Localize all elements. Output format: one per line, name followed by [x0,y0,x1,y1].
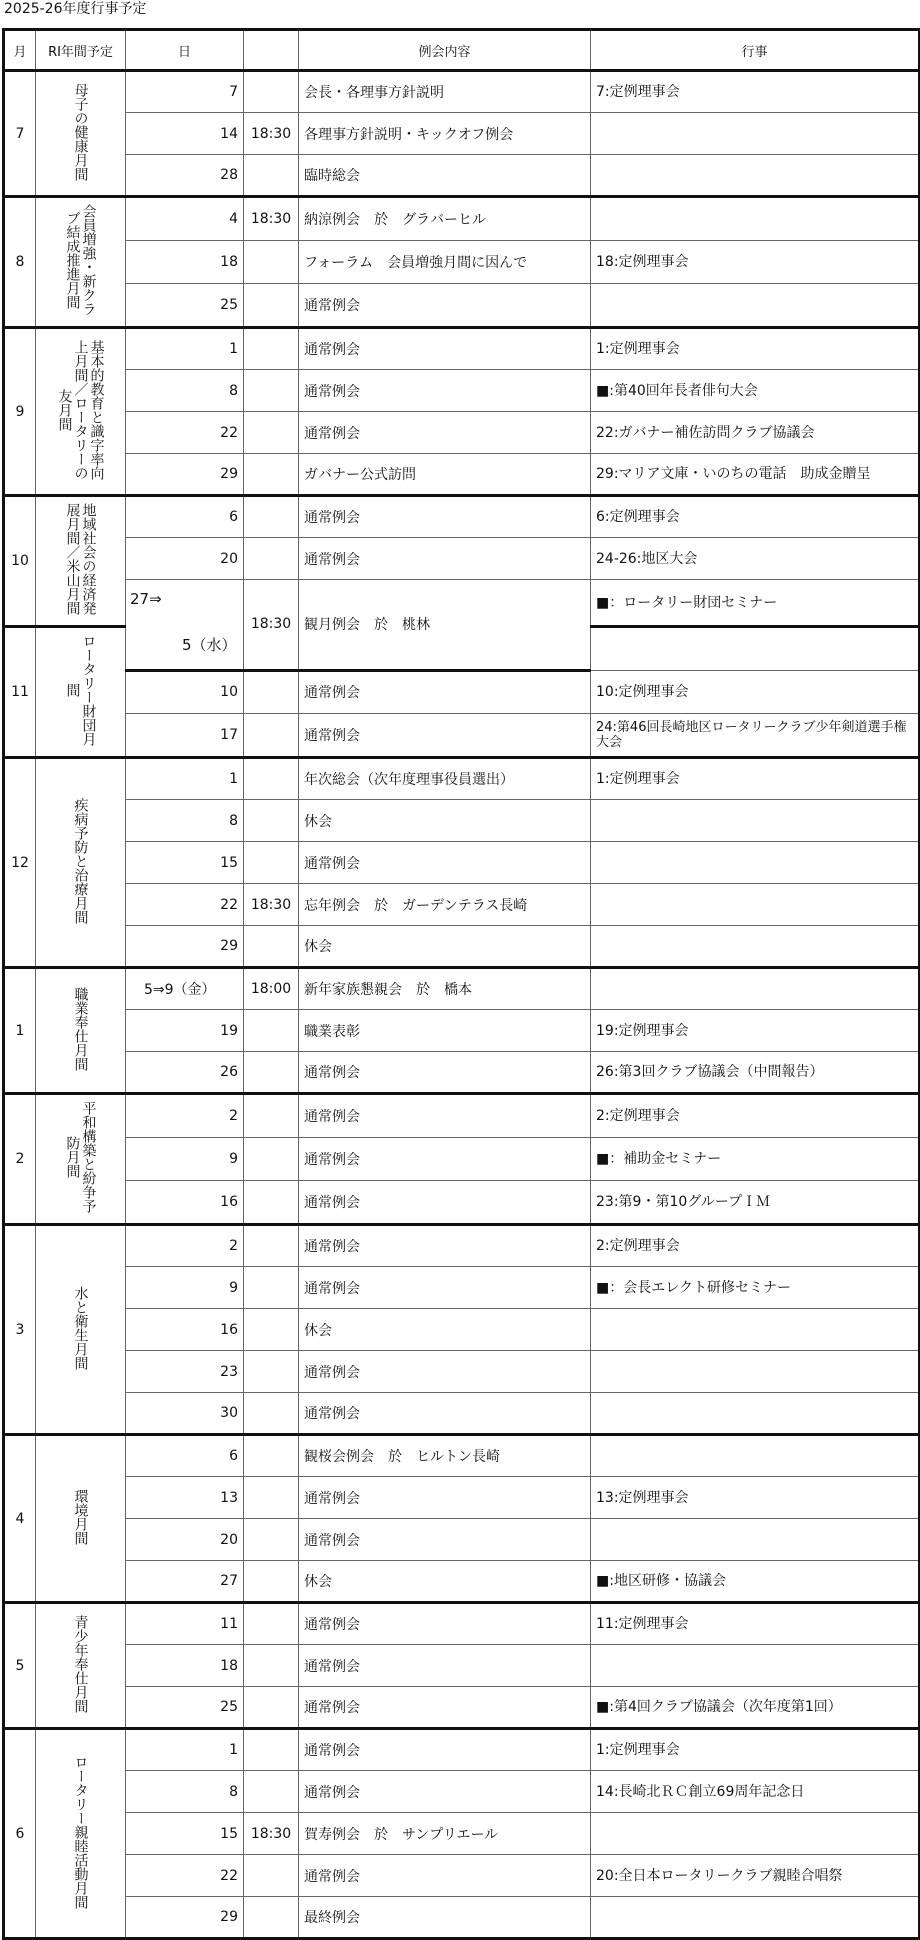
time-cell [244,1645,299,1687]
event-cell [591,1813,920,1855]
theme-cell [36,328,126,496]
event-cell: 18:定例理事会 [591,240,920,284]
meeting-cell: 通常例会 [299,1477,591,1519]
table-row [4,284,920,328]
theme-text: 母子の健康月間 [72,82,89,181]
event-cell: 1:定例理事会 [591,1729,920,1771]
month-cell: 1 [4,968,36,1094]
month-cell: 7 [4,71,36,197]
theme-text: 会員増強・新クラブ結成推進月間 [64,204,97,316]
meeting-cell: 臨時総会 [299,155,591,197]
meeting-cell: 最終例会 [299,1897,591,1939]
event-cell: 10:定例理事会 [591,670,920,714]
event-cell [591,1645,920,1687]
event-cell [591,968,920,1010]
table-row [4,538,920,580]
day-cell: 9 [126,1137,244,1181]
day-cell: 6 [126,1435,244,1477]
month-cell: 11 [4,627,36,758]
table-row [4,1393,920,1435]
table-row [4,1645,920,1687]
day-cell: 8 [126,1771,244,1813]
meeting-cell: 休会 [299,1561,591,1603]
meeting-cell: 観桜会例会 於 ヒルトン長崎 [299,1435,591,1477]
table-row [4,670,920,714]
day-cell: 11 [126,1603,244,1645]
time-cell [244,1435,299,1477]
table-row [4,240,920,284]
meeting-cell: 通常例会 [299,1519,591,1561]
event-cell: ■:地区研修・協議会 [591,1561,920,1603]
time-cell [244,1094,299,1138]
theme-cell [36,627,126,758]
theme-cell [36,1435,126,1603]
time-cell [244,412,299,454]
time-cell [244,1225,299,1267]
header-month: 月 [4,30,36,71]
meeting-cell: 通常例会 [299,1393,591,1435]
meeting-cell: 通常例会 [299,1603,591,1645]
day-cell: 18 [126,1645,244,1687]
meeting-cell: 休会 [299,1309,591,1351]
meeting-cell: 通常例会 [299,284,591,328]
theme-text: ロータリー親睦活動月間 [72,1754,89,1909]
meeting-cell: 休会 [299,926,591,968]
table-row [4,1094,920,1138]
time-cell [244,1855,299,1897]
day-cell: 1 [126,328,244,370]
theme-cell [36,71,126,197]
meeting-cell: フォーラム 会員増強月間に因んで [299,240,591,284]
table-row [4,496,920,538]
event-cell: 24-26:地区大会 [591,538,920,580]
header-row [4,30,920,71]
day-cell: 25 [126,1687,244,1729]
time-cell [244,1729,299,1771]
table-row [4,1267,920,1309]
table-row [4,1771,920,1813]
table-row [4,1519,920,1561]
event-cell: 11:定例理事会 [591,1603,920,1645]
day-cell: 22 [126,1855,244,1897]
event-cell: ■：補助金セミナー [591,1137,920,1181]
time-cell [244,284,299,328]
time-cell [244,71,299,113]
event-cell: 1:定例理事会 [591,758,920,800]
event-cell: ■：ロータリー財団セミナー [591,580,920,627]
table-row [4,580,920,627]
table-row [4,884,920,926]
event-cell [591,800,920,842]
day-cell: 27 [126,1561,244,1603]
time-cell [244,1687,299,1729]
day-cell: 17 [126,714,244,758]
meeting-cell: 通常例会 [299,412,591,454]
day-cell: 15 [126,1813,244,1855]
time-cell [244,1519,299,1561]
time-cell [244,1309,299,1351]
event-cell [591,1519,920,1561]
table-row [4,1225,920,1267]
day-cell: 4 [126,197,244,241]
event-cell: 1:定例理事会 [591,328,920,370]
day-cell: 25 [126,284,244,328]
meeting-cell: 通常例会 [299,1729,591,1771]
time-cell: 18:30 [244,113,299,155]
event-cell: ■:第40回年長者俳句大会 [591,370,920,412]
day-cell: 10 [126,670,244,714]
table-row [4,1855,920,1897]
time-cell [244,758,299,800]
header-ri: RI年間予定 [36,30,126,71]
meeting-cell: 通常例会 [299,1771,591,1813]
table-row [4,197,920,241]
meeting-cell: 通常例会 [299,1645,591,1687]
event-cell: 22:ガバナー補佐訪問クラブ協議会 [591,412,920,454]
theme-text: 青少年奉仕月間 [72,1614,89,1713]
event-cell [591,155,920,197]
theme-cell [36,197,126,328]
table-row [4,370,920,412]
meeting-cell: 休会 [299,800,591,842]
day-cell: 19 [126,1010,244,1052]
theme-cell [36,1225,126,1435]
theme-text: 地域社会の経済発展月間／米山月間 [64,503,97,615]
range-end: 5（水） [182,636,237,654]
event-cell [591,627,920,671]
table-row [4,71,920,113]
time-cell [244,538,299,580]
table-row [4,1010,920,1052]
event-cell: 23:第9・第10グループＩＭ [591,1181,920,1225]
meeting-cell: 各理事方針説明・キックオフ例会 [299,113,591,155]
time-cell [244,1010,299,1052]
day-cell: 20 [126,1519,244,1561]
day-cell: 28 [126,155,244,197]
event-cell: 24:第46回長崎地区ロータリークラブ少年剣道選手権大会 [591,714,920,758]
event-cell [591,1309,920,1351]
event-cell: 26:第3回クラブ協議会（中間報告） [591,1052,920,1094]
event-cell: 19:定例理事会 [591,1010,920,1052]
header-event: 行事 [591,30,920,71]
meeting-cell: 通常例会 [299,370,591,412]
time-cell [244,240,299,284]
table-row [4,1181,920,1225]
meeting-cell: 通常例会 [299,1137,591,1181]
table-row [4,1897,920,1939]
day-cell: 6 [126,496,244,538]
time-cell: 18:00 [244,968,299,1010]
meeting-cell: 通常例会 [299,1267,591,1309]
time-cell [244,800,299,842]
event-cell [591,842,920,884]
event-cell [591,113,920,155]
event-cell: 7:定例理事会 [591,71,920,113]
event-cell: 2:定例理事会 [591,1225,920,1267]
event-cell [591,197,920,241]
meeting-cell: 通常例会 [299,1351,591,1393]
day-cell: 5⇒9（金） [126,968,244,1010]
theme-cell [36,1094,126,1225]
event-cell [591,884,920,926]
table-row [4,968,920,1010]
day-range-cell [126,580,244,671]
time-cell [244,1351,299,1393]
event-cell [591,926,920,968]
event-cell [591,1351,920,1393]
table-row [4,926,920,968]
day-cell: 22 [126,884,244,926]
theme-cell [36,1729,126,1939]
day-cell: 15 [126,842,244,884]
header-day: 日 [126,30,244,71]
time-cell [244,328,299,370]
time-cell [244,1181,299,1225]
table-row [4,842,920,884]
day-cell: 2 [126,1094,244,1138]
meeting-cell: 通常例会 [299,1225,591,1267]
theme-text: 水と衛生月間 [72,1285,89,1370]
table-row [4,113,920,155]
event-cell: 20:全日本ロータリークラブ親睦合唱祭 [591,1855,920,1897]
day-cell: 13 [126,1477,244,1519]
day-cell: 29 [126,454,244,496]
month-cell: 2 [4,1094,36,1225]
table-row [4,1813,920,1855]
day-cell: 23 [126,1351,244,1393]
meeting-cell: 忘年例会 於 ガーデンテラス長崎 [299,884,591,926]
event-cell: 13:定例理事会 [591,1477,920,1519]
meeting-cell: 通常例会 [299,496,591,538]
time-cell [244,670,299,714]
header-time [244,30,299,71]
time-cell [244,155,299,197]
table-row [4,1351,920,1393]
event-cell: 14:長崎北ＲＣ創立69周年記念日 [591,1771,920,1813]
time-cell [244,1267,299,1309]
range-start: 27⇒ [130,590,162,608]
meeting-cell: 納涼例会 於 グラバーヒル [299,197,591,241]
time-cell [244,1137,299,1181]
month-cell: 6 [4,1729,36,1939]
table-row [4,714,920,758]
theme-text: ロータリー財団月間 [64,634,97,746]
day-cell: 16 [126,1181,244,1225]
event-cell [591,1897,920,1939]
theme-text: 疾病予防と治療月間 [72,797,89,924]
day-cell: 2 [126,1225,244,1267]
month-cell: 3 [4,1225,36,1435]
table-row [4,1561,920,1603]
event-cell: 2:定例理事会 [591,1094,920,1138]
day-cell: 30 [126,1393,244,1435]
meeting-cell: 通常例会 [299,670,591,714]
day-cell: 8 [126,370,244,412]
meeting-cell: 通常例会 [299,1181,591,1225]
table-row [4,1309,920,1351]
day-cell: 14 [126,113,244,155]
time-cell [244,1477,299,1519]
theme-text: 基本的教育と識字率向上月間／ロータリーの友月間 [56,339,105,480]
day-cell: 26 [126,1052,244,1094]
event-cell: ■：会長エレクト研修セミナー [591,1267,920,1309]
meeting-cell: 会長・各理事方針説明 [299,71,591,113]
meeting-cell: 賀寿例会 於 サンプリエール [299,1813,591,1855]
theme-cell [36,968,126,1094]
day-cell: 20 [126,538,244,580]
month-cell: 8 [4,197,36,328]
day-cell: 29 [126,926,244,968]
time-cell [244,842,299,884]
event-cell: 29:マリア文庫・いのちの電話 助成金贈呈 [591,454,920,496]
time-cell [244,1771,299,1813]
table-row [4,1137,920,1181]
day-cell: 22 [126,412,244,454]
meeting-cell: 通常例会 [299,1052,591,1094]
table-row [4,1052,920,1094]
table-row [4,454,920,496]
month-cell: 5 [4,1603,36,1729]
month-cell: 9 [4,328,36,496]
meeting-cell: 通常例会 [299,714,591,758]
time-cell [244,926,299,968]
time-cell [244,1561,299,1603]
meeting-cell: 通常例会 [299,842,591,884]
table-row [4,758,920,800]
time-cell [244,1393,299,1435]
meeting-cell: 通常例会 [299,538,591,580]
meeting-cell: 通常例会 [299,1094,591,1138]
meeting-cell: 通常例会 [299,328,591,370]
theme-text: 平和構築と紛争予防月間 [64,1101,97,1213]
time-cell [244,496,299,538]
table-row [4,1687,920,1729]
meeting-cell: ガバナー公式訪問 [299,454,591,496]
time-cell [244,1052,299,1094]
day-cell: 8 [126,800,244,842]
theme-text: 職業奉仕月間 [72,986,89,1071]
day-cell: 1 [126,758,244,800]
schedule-table [2,28,920,1940]
time-cell: 18:30 [244,1813,299,1855]
day-cell: 7 [126,71,244,113]
table-row [4,155,920,197]
day-cell: 18 [126,240,244,284]
theme-text: 環境月間 [72,1488,89,1545]
meeting-cell: 職業表彰 [299,1010,591,1052]
time-cell: 18:30 [244,197,299,241]
month-cell: 10 [4,496,36,627]
table-row [4,1435,920,1477]
meeting-cell: 通常例会 [299,1855,591,1897]
table-row [4,1729,920,1771]
event-cell: ■:第4回クラブ協議会（次年度第1回） [591,1687,920,1729]
day-cell: 9 [126,1267,244,1309]
time-cell [244,454,299,496]
day-cell: 16 [126,1309,244,1351]
meeting-cell: 観月例会 於 桃林 [299,580,591,671]
table-row [4,800,920,842]
meeting-cell: 年次総会（次年度理事役員選出） [299,758,591,800]
table-row [4,412,920,454]
event-cell [591,1393,920,1435]
time-cell [244,370,299,412]
time-cell: 18:30 [244,580,299,671]
day-cell: 29 [126,1897,244,1939]
page-title: 2025-26年度行事予定 [4,1,147,17]
event-cell [591,1435,920,1477]
time-cell [244,714,299,758]
month-cell: 4 [4,1435,36,1603]
theme-cell [36,1603,126,1729]
event-cell: 6:定例理事会 [591,496,920,538]
time-cell [244,1897,299,1939]
day-cell: 1 [126,1729,244,1771]
table-row [4,328,920,370]
time-cell: 18:30 [244,884,299,926]
header-meeting: 例会内容 [299,30,591,71]
meeting-cell: 通常例会 [299,1687,591,1729]
event-cell [591,284,920,328]
month-cell: 12 [4,758,36,968]
time-cell [244,1603,299,1645]
table-row [4,1603,920,1645]
table-row [4,1477,920,1519]
theme-cell [36,758,126,968]
meeting-cell: 新年家族懇親会 於 橋本 [299,968,591,1010]
theme-cell [36,496,126,627]
